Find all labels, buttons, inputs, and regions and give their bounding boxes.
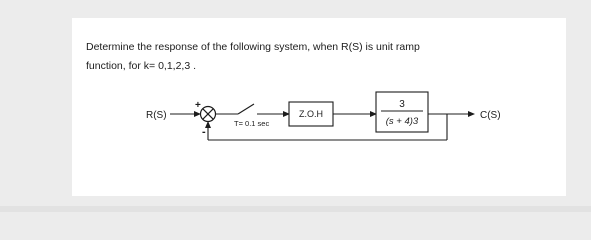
- minus-sign: -: [202, 126, 206, 138]
- input-label: R(S): [146, 110, 167, 121]
- problem-line-2: function, for k= 0,1,2,3 .: [86, 60, 197, 72]
- sampler-switch: [238, 104, 254, 114]
- bottom-strip: [0, 206, 591, 212]
- problem-line-1: Determine the response of the following system, when R(S) is unit ramp: [86, 41, 420, 53]
- transfer-function-numerator: 3: [399, 99, 405, 110]
- summing-junction: [201, 107, 216, 122]
- zoh-label: Z.O.H: [299, 109, 323, 119]
- output-label: C(S): [480, 110, 501, 121]
- sampler-label: T= 0.1 sec: [234, 119, 270, 128]
- transfer-function-denominator: (s + 4)3: [385, 116, 419, 127]
- plus-sign: +: [195, 100, 201, 111]
